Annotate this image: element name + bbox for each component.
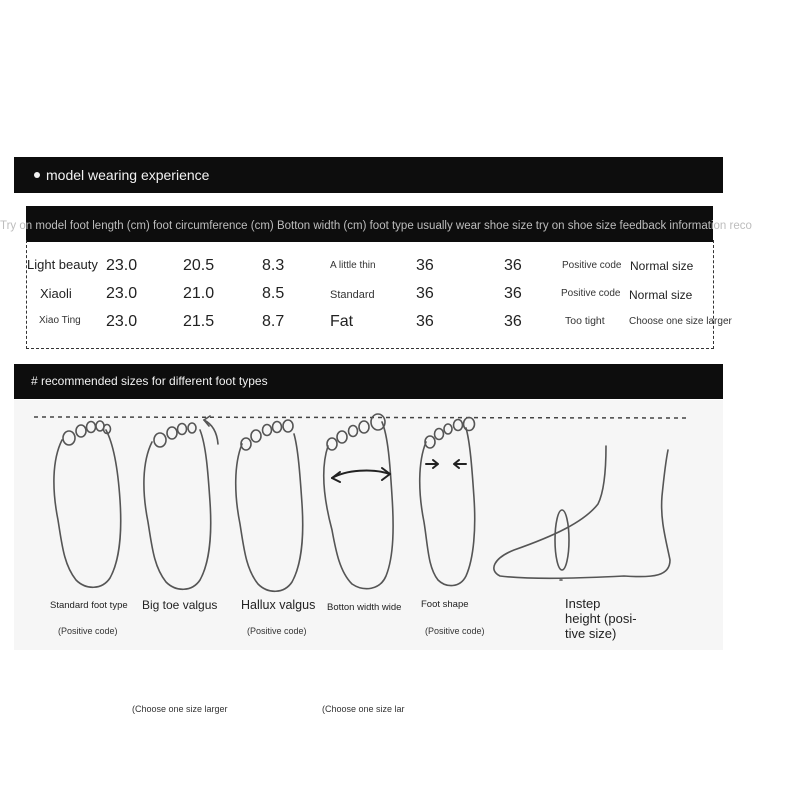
bottom-width: 8.3	[262, 257, 285, 274]
guide-dashed-line	[34, 417, 686, 418]
note-standard: (Positive code)	[58, 626, 118, 636]
table-header-text: Try on model foot length (cm) foot circumference (cm) Botton width (cm) foot type usually wear shoe size try on shoe size feedback information reco	[0, 220, 752, 232]
model-name: Xiaoli	[40, 286, 72, 301]
fit-result: Too tight	[565, 315, 605, 327]
feedback: Normal size	[630, 259, 694, 273]
foot-type: A little thin	[330, 260, 376, 271]
section-header-model-experience	[14, 157, 723, 193]
note-big-toe-valgus: (Choose one size larger	[132, 704, 228, 714]
note-hallux-valgus: (Positive code)	[247, 626, 307, 636]
narrow-foot-icon	[420, 418, 475, 586]
foot-circumference: 20.5	[183, 257, 215, 274]
foot-label-hallux-valgus: Hallux valgus	[241, 598, 316, 612]
foot-length: 23.0	[106, 313, 138, 330]
usual-size: 36	[416, 313, 434, 330]
bottom-width: 8.7	[262, 313, 285, 330]
bottom-width: 8.5	[262, 285, 285, 302]
standard-foot-icon	[54, 421, 121, 587]
bullet-dot-icon	[34, 172, 40, 178]
usual-size: 36	[416, 285, 434, 302]
wide-foot-icon	[324, 414, 393, 589]
foot-length: 23.0	[106, 285, 138, 302]
fit-result: Positive code	[561, 288, 621, 299]
foot-length: 23.0	[106, 257, 138, 274]
model-name: Xiao Ting	[39, 315, 81, 326]
big-toe-valgus-foot-icon	[144, 416, 218, 589]
try-size: 36	[504, 285, 522, 302]
section-header-recommended-sizes	[14, 364, 723, 399]
foot-type: Fat	[330, 313, 354, 330]
instep-line: height (posi-	[565, 611, 637, 626]
feedback: Normal size	[629, 288, 693, 302]
fit-result: Positive code	[562, 260, 622, 271]
foot-type: Standard	[330, 289, 375, 301]
foot-circumference: 21.5	[183, 313, 215, 330]
foot-label-big-toe-valgus: Big toe valgus	[142, 598, 218, 612]
instep-line: Instep	[565, 596, 601, 611]
feedback: Choose one size larger	[629, 316, 732, 327]
foot-label-standard: Standard foot type	[50, 600, 128, 611]
try-size: 36	[504, 257, 522, 274]
foot-circumference: 21.0	[183, 285, 215, 302]
model-name: Light beauty	[27, 257, 98, 272]
hallux-valgus-foot-icon	[236, 420, 303, 591]
section-title: # recommended sizes for different foot types	[31, 374, 268, 388]
usual-size: 36	[416, 257, 434, 274]
side-view-foot-icon	[494, 446, 670, 580]
foot-label-bottom-width-wide: Botton width wide	[327, 602, 402, 613]
foot-label-foot-shape: Foot shape	[421, 599, 469, 610]
note-bottom-width-wide: (Choose one size lar	[322, 704, 405, 714]
foot-label-instep-height	[565, 596, 637, 641]
section-title: model wearing experience	[34, 167, 209, 183]
note-foot-shape: (Positive code)	[425, 626, 485, 636]
instep-line: tive size)	[565, 626, 617, 641]
try-size: 36	[504, 313, 522, 330]
